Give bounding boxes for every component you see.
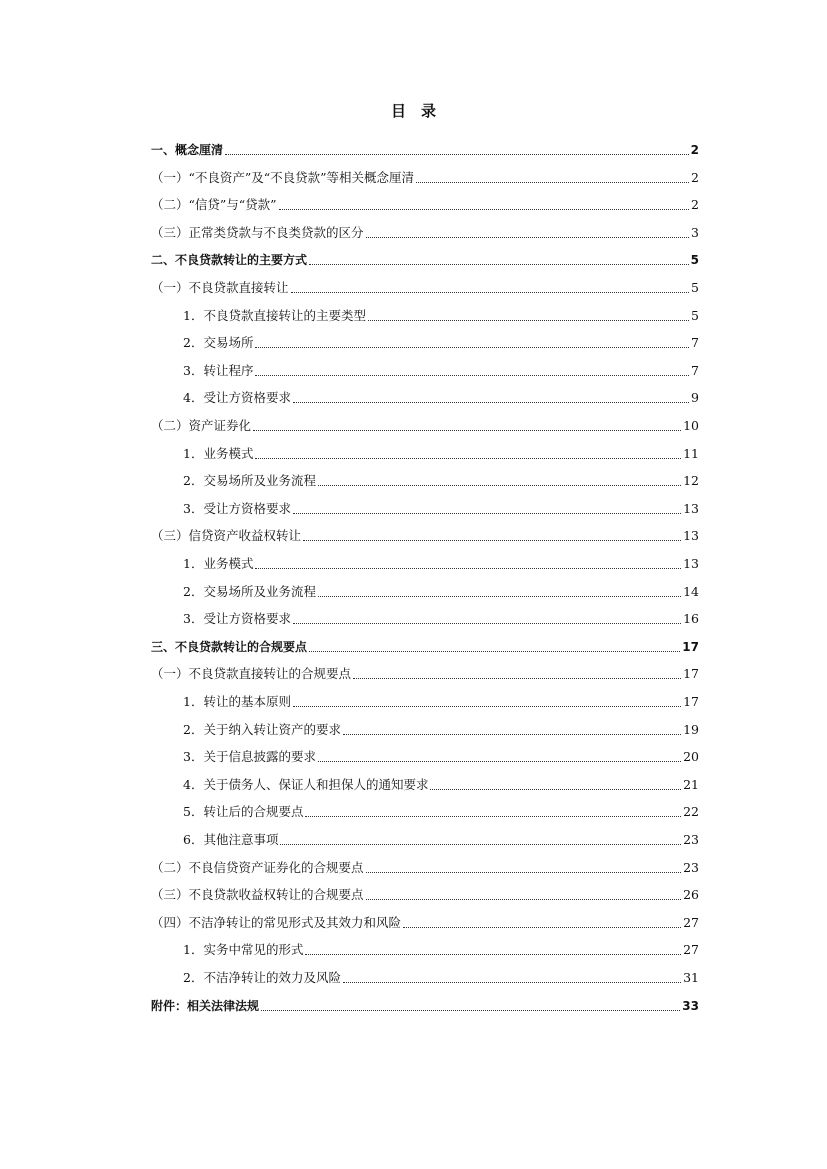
toc-entry-page-number: 17 xyxy=(682,639,699,654)
dot-leader xyxy=(255,346,689,348)
toc-entry-page-number: 5 xyxy=(691,307,699,323)
toc-entry[interactable] xyxy=(151,357,699,379)
toc-entry[interactable] xyxy=(151,384,699,406)
dot-leader xyxy=(403,926,681,928)
dot-leader xyxy=(280,843,681,845)
toc-entry[interactable] xyxy=(151,329,699,351)
toc-entry-page-number: 12 xyxy=(683,473,699,489)
dot-leader xyxy=(255,567,681,569)
toc-entry[interactable] xyxy=(151,798,699,820)
toc-entry-label: 3．受让方资格要求 xyxy=(183,611,291,627)
dot-leader xyxy=(309,650,680,652)
toc-entry[interactable] xyxy=(151,274,699,296)
toc-entry-label: （二）不良信贷资产证券化的合规要点 xyxy=(151,859,364,875)
dot-leader xyxy=(318,760,681,762)
dot-leader xyxy=(318,595,681,597)
toc-entry-label: 1．转让的基本原则 xyxy=(183,694,291,709)
toc-entry-page-number: 16 xyxy=(683,611,699,627)
toc-entry-page-number: 14 xyxy=(683,583,699,599)
dot-leader xyxy=(261,1009,680,1011)
dot-leader xyxy=(305,815,681,817)
dot-leader xyxy=(366,898,682,900)
toc-entry[interactable] xyxy=(151,219,699,241)
toc-entry-page-number: 9 xyxy=(691,390,699,406)
toc-entry[interactable] xyxy=(151,550,699,572)
toc-entry-label: 2．不洁净转让的效力及风险 xyxy=(183,970,341,985)
toc-entry-page-number: 26 xyxy=(683,887,699,903)
dot-leader xyxy=(253,429,681,431)
toc-entry-label: （一）“不良资产”及“不良贷款”等相关概念厘清 xyxy=(151,169,415,185)
toc-entry[interactable] xyxy=(151,633,699,655)
dot-leader xyxy=(416,181,689,183)
toc-entry[interactable] xyxy=(151,881,699,903)
toc-entry-label: 1．业务模式 xyxy=(183,445,254,461)
dot-leader xyxy=(293,622,681,624)
toc-entry-page-number: 13 xyxy=(683,500,699,516)
dot-leader xyxy=(368,319,689,321)
toc-entry-label: （一）不良贷款直接转让的合规要点 xyxy=(151,666,352,682)
toc-entry[interactable] xyxy=(151,191,699,213)
toc-entry-page-number: 2 xyxy=(691,169,699,185)
toc-entry-page-number: 13 xyxy=(683,556,699,571)
toc-entry-page-number: 33 xyxy=(682,998,699,1013)
toc-entry-label: 4．关于债务人、保证人和担保人的通知要求 xyxy=(183,776,429,792)
toc-entry[interactable] xyxy=(151,826,699,848)
dot-leader xyxy=(293,705,681,707)
toc-entry-page-number: 7 xyxy=(691,335,699,351)
dot-leader xyxy=(343,733,681,735)
toc-entry-label: 6．其他注意事项 xyxy=(183,832,279,847)
toc-entry-label: 3．关于信息披露的要求 xyxy=(183,749,316,765)
toc-entry-page-number: 5 xyxy=(690,253,699,268)
toc-entry-label: （三）不良贷款收益权转让的合规要点 xyxy=(151,887,364,903)
dot-leader xyxy=(309,263,689,265)
toc-entry-label: 1．实务中常见的形式 xyxy=(183,942,304,958)
toc-entry-label: （二）“信贷”与“贷款” xyxy=(151,197,277,213)
toc-entry[interactable] xyxy=(151,522,699,544)
toc-entry-label: 3．受让方资格要求 xyxy=(183,500,291,516)
toc-entry-label: 附件：相关法律法规 xyxy=(151,998,260,1013)
dot-leader xyxy=(366,871,682,873)
toc-entry-label: 1．业务模式 xyxy=(183,556,254,571)
dot-leader xyxy=(279,208,689,210)
toc-entry-page-number: 23 xyxy=(683,859,699,875)
dot-leader xyxy=(255,374,689,376)
toc-entry-page-number: 3 xyxy=(691,224,699,240)
toc-entry[interactable] xyxy=(151,467,699,489)
toc-entry-page-number: 7 xyxy=(691,362,699,378)
toc-entry-page-number: 2 xyxy=(691,197,699,213)
toc-entry-page-number: 21 xyxy=(683,776,699,792)
toc-entry-page-number: 11 xyxy=(683,445,699,461)
toc-entry[interactable] xyxy=(151,578,699,600)
dot-leader xyxy=(293,512,681,514)
toc-entry-label: （一）不良贷款直接转让 xyxy=(151,280,289,295)
toc-entry-label: 三、不良贷款转让的合规要点 xyxy=(151,639,308,654)
toc-entry[interactable] xyxy=(151,743,699,765)
dot-leader xyxy=(293,401,689,403)
toc-entry-page-number: 31 xyxy=(683,970,699,985)
toc-entry-label: 1．不良贷款直接转让的主要类型 xyxy=(183,307,366,323)
toc-entry-page-number: 10 xyxy=(683,418,699,433)
toc-entry-label: 3．转让程序 xyxy=(183,362,254,378)
toc-entry[interactable] xyxy=(151,771,699,793)
toc-title: 目 录 xyxy=(390,102,436,120)
dot-leader xyxy=(366,236,690,238)
toc-entry-page-number: 2 xyxy=(690,143,699,157)
toc-entry[interactable] xyxy=(151,136,699,158)
toc-entry-label: 2．关于纳入转让资产的要求 xyxy=(183,721,341,737)
toc-entry-page-number: 17 xyxy=(683,694,699,709)
toc-entry-label: 二、不良贷款转让的主要方式 xyxy=(151,253,308,268)
toc-entry-page-number: 27 xyxy=(683,942,699,958)
toc-entry[interactable] xyxy=(151,936,699,958)
toc-entry[interactable] xyxy=(151,495,699,517)
toc-entry[interactable] xyxy=(151,164,699,186)
toc-entry[interactable] xyxy=(151,716,699,738)
dot-leader xyxy=(318,484,681,486)
toc-entry[interactable] xyxy=(151,440,699,462)
dot-leader xyxy=(291,291,690,293)
toc-entry-label: （三）信贷资产收益权转让 xyxy=(151,528,302,544)
toc-entry[interactable] xyxy=(151,412,699,434)
toc-entry-page-number: 5 xyxy=(691,280,699,295)
toc-entry-page-number: 23 xyxy=(683,832,699,847)
toc-entry[interactable] xyxy=(151,964,699,986)
toc-entry-page-number: 17 xyxy=(683,666,699,682)
toc-entry[interactable] xyxy=(151,854,699,876)
dot-leader xyxy=(225,153,689,155)
toc-entry[interactable] xyxy=(151,605,699,627)
toc-entry-label: （四）不洁净转让的常见形式及其效力和风险 xyxy=(151,914,402,930)
toc-entry-label: 2．交易场所 xyxy=(183,335,254,351)
toc-entry-page-number: 19 xyxy=(683,721,699,737)
toc-entry[interactable] xyxy=(151,660,699,682)
toc-entry-label: 4．受让方资格要求 xyxy=(183,390,291,406)
dot-leader xyxy=(430,788,681,790)
dot-leader xyxy=(255,457,681,459)
toc-entry[interactable] xyxy=(151,246,699,268)
toc-entry-page-number: 13 xyxy=(683,528,699,544)
toc-entry[interactable] xyxy=(151,992,699,1014)
toc-entry[interactable] xyxy=(151,909,699,931)
toc-entry-label: 5．转让后的合规要点 xyxy=(183,804,304,820)
toc-entry[interactable] xyxy=(151,302,699,324)
toc-entry[interactable] xyxy=(151,688,699,710)
toc-entry-label: 2．交易场所及业务流程 xyxy=(183,583,316,599)
dot-leader xyxy=(343,981,681,983)
toc-entry-label: （三）正常类贷款与不良类贷款的区分 xyxy=(151,224,364,240)
toc-entry-label: 2．交易场所及业务流程 xyxy=(183,473,316,489)
toc-entry-page-number: 20 xyxy=(683,749,699,765)
dot-leader xyxy=(305,953,681,955)
toc-entry-label: 一、概念厘清 xyxy=(151,143,224,157)
toc-entry-page-number: 27 xyxy=(683,914,699,930)
dot-leader xyxy=(353,677,681,679)
toc-entry-label: （二）资产证券化 xyxy=(151,418,252,433)
dot-leader xyxy=(303,539,681,541)
toc-entry-page-number: 22 xyxy=(683,804,699,820)
